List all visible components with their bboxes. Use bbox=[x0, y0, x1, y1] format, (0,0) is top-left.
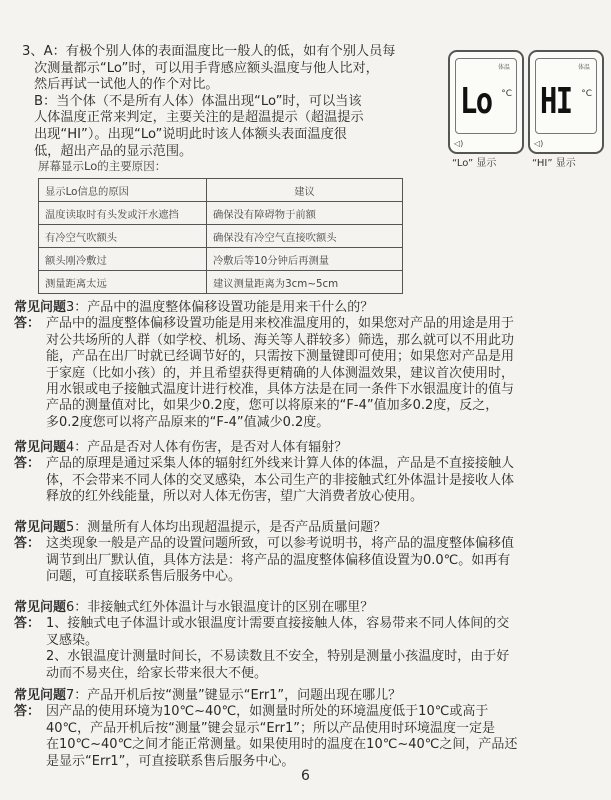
faq-question bbox=[14, 440, 604, 456]
table-cell: 确保没有冷空气直接吹额头 bbox=[207, 225, 403, 248]
table-row bbox=[39, 271, 403, 294]
mode-label: 体温 bbox=[497, 64, 510, 71]
page-number: 6 bbox=[301, 768, 310, 784]
faq-tag: 常见问题 bbox=[14, 600, 67, 615]
table-row bbox=[39, 248, 403, 271]
answer-text: 因产品的使用环境为10℃~40℃，如测量时所处的环境温度低于10℃或高于 bbox=[46, 704, 489, 720]
faq-answer-line: 释放的红外线能量，所以对人体无伤害，望广大消费者放心使用。 bbox=[46, 489, 424, 505]
faq-answer-line: 动而不易夹住，给家长带来很大不便。 bbox=[46, 665, 268, 681]
lo-reasons-table bbox=[38, 178, 403, 294]
answer-label: 答： bbox=[14, 616, 41, 632]
item-3-line: 次测量都示“Lo”时，可以用手背感应额头温度与他人比对， bbox=[34, 60, 379, 76]
speaker-icon: ◁) bbox=[454, 139, 464, 148]
faq-tag: 常见问题 bbox=[14, 300, 67, 315]
faq-answer-line bbox=[14, 616, 604, 632]
answer-text: 1、接触式电子体温计或水银温度计需要直接接触人体，容易带来不同人体间的交 bbox=[46, 616, 510, 632]
item-3-line: 出现“HI”）。出现“Lo”说明此时该人体额头表面温度很 bbox=[34, 126, 347, 142]
table-caption: 屏幕显示Lo的主要原因： bbox=[38, 159, 167, 173]
answer-label: 答： bbox=[14, 536, 41, 552]
lcd-screen bbox=[455, 58, 517, 134]
faq-question-text: 6：非接触式红外体温计与水银温度计的区别在哪里？ bbox=[66, 600, 374, 615]
faq-item-3 bbox=[14, 300, 604, 431]
answer-text: 产品的原理是通过采集人体的辐射红外线来计算人体的体温，产品是不直接接触人 bbox=[46, 456, 515, 472]
answer-text: 这类现象一般是产品的设置问题所致，可以参考说明书，将产品的温度整体偏移值 bbox=[46, 536, 515, 552]
table-cell: 测量距离太远 bbox=[39, 271, 207, 294]
faq-question-text: 3：产品中的温度整体偏移设置功能是用来干什么的？ bbox=[66, 300, 374, 315]
faq-item-6 bbox=[14, 600, 604, 682]
table-header-cell: 建议 bbox=[207, 179, 403, 202]
faq-answer-line bbox=[14, 704, 604, 720]
faq-question bbox=[14, 520, 604, 536]
lo-display-figure bbox=[448, 50, 524, 154]
table-cell: 确保没有障碍物于前额 bbox=[207, 202, 403, 225]
table-cell: 建议测量距离为3cm~5cm bbox=[207, 271, 403, 294]
faq-answer-line: 问题，可直接联系售后服务中心。 bbox=[46, 569, 242, 585]
item-3-line: 低，超出产品的显示范围。 bbox=[34, 143, 193, 159]
speaker-icon: ◁) bbox=[534, 139, 544, 148]
faq-answer-line bbox=[14, 456, 604, 472]
item-3-line: B：当个体（不是所有人体）体温出现“Lo”时，可以当该 bbox=[34, 93, 362, 109]
faq-question bbox=[14, 300, 604, 316]
table-row bbox=[39, 202, 403, 225]
table-cell: 温度读取时有头发或汗水遮挡 bbox=[39, 202, 207, 225]
table-cell: 有冷空气吹额头 bbox=[39, 225, 207, 248]
table-row bbox=[39, 225, 403, 248]
answer-label: 答： bbox=[14, 316, 41, 332]
lcd-readout: HI bbox=[540, 81, 572, 122]
faq-answer-line: 是显示“Err1”，可直接联系售后服务中心。 bbox=[46, 753, 295, 769]
item-3-line: 3、A：有极个别人体的表面温度比一般人的低，如有个别人员每 bbox=[22, 44, 396, 59]
item-3-line: 人体温度正常来判定，主要关注的是超温提示（超温提示 bbox=[34, 110, 364, 126]
faq-answer-line bbox=[14, 536, 604, 552]
faq-question bbox=[14, 688, 604, 704]
faq-answer-line: 对公共场所的人群（如学校、机场、海关等人群较多）筛选，那么就可以不用此功 bbox=[46, 332, 515, 348]
celsius-unit: °C bbox=[581, 89, 592, 99]
faq-item-4 bbox=[14, 440, 604, 506]
faq-question-text: 5：测量所有人体均出现超温提示，是否产品质量问题？ bbox=[66, 520, 387, 535]
answer-label: 答： bbox=[14, 456, 41, 472]
mode-label: 体温 bbox=[577, 64, 590, 71]
faq-tag: 常见问题 bbox=[14, 688, 67, 703]
faq-answer-line: 于家庭（比如小孩）的，并且希望获得更精确的人体测温效果，建议首次使用时， bbox=[46, 365, 515, 381]
faq-answer-line bbox=[14, 316, 604, 332]
table-header-cell: 显示Lo信息的原因 bbox=[39, 179, 207, 202]
faq-tag: 常见问题 bbox=[14, 520, 67, 535]
faq-question-text: 4：产品是否对人体有伤害，是否对人体有辐射？ bbox=[66, 440, 348, 455]
table-header-row bbox=[39, 179, 403, 202]
lo-display-caption: “Lo” 显示 bbox=[452, 158, 497, 169]
faq-answer-line: 2、水银温度计测量时间长，不易读数且不安全，特别是测量小孩温度时，由于好 bbox=[46, 649, 510, 665]
table-cell: 冷敷后等10分钟后再测量 bbox=[207, 248, 403, 271]
answer-text: 产品中的温度整体偏移设置功能是用来校准温度用的，如果您对产品的用途是用于 bbox=[46, 316, 515, 332]
faq-answer-line: 40℃，产品开机后按“测量”键会显示“Err1”；所以产品使用时环境温度一定是 bbox=[46, 720, 496, 736]
answer-label: 答： bbox=[14, 704, 41, 720]
lcd-screen bbox=[535, 58, 597, 134]
faq-answer-line: 能，产品在出厂时就已经调节好的，只需按下测量键即可使用；如果您对产品是用 bbox=[46, 349, 515, 365]
faq-answer-line: 体，不会带来不同人体的交叉感染，本公司生产的非接触式红外体温计是接收人体 bbox=[46, 472, 515, 488]
celsius-unit: °C bbox=[501, 89, 512, 99]
lcd-readout: Lo bbox=[460, 81, 492, 122]
hi-display-caption: “HI” 显示 bbox=[532, 158, 576, 169]
faq-answer-line: 在10℃~40℃之间才能正常测量。如果使用时的温度在10℃~40℃之间，产品还 bbox=[46, 737, 518, 753]
faq-question bbox=[14, 600, 604, 616]
faq-item-7 bbox=[14, 688, 604, 770]
item-3-paragraph bbox=[22, 44, 442, 160]
faq-answer-line: 用水银或电子接触式温度计进行校准，具体方法是在同一条件下水银温度计的值与 bbox=[46, 382, 515, 398]
item-3-line: 然后再试一试他人的作个对比。 bbox=[34, 77, 219, 93]
faq-tag: 常见问题 bbox=[14, 440, 67, 455]
table-cell: 额头刚冷敷过 bbox=[39, 248, 207, 271]
faq-question-text: 7：产品开机后按“测量”键显示“Err1”，问题出现在哪儿？ bbox=[66, 688, 402, 703]
faq-item-5 bbox=[14, 520, 604, 586]
faq-answer-line: 多0.2度您可以将产品原来的“F-4”值减少0.2度。 bbox=[46, 414, 330, 430]
faq-answer-line: 产品的测量值对比，如果少0.2度，您可以将原来的“F-4”值加多0.2度，反之， bbox=[46, 398, 499, 414]
hi-display-figure bbox=[528, 50, 604, 154]
faq-answer-line: 调节到出厂默认值，具体方法是：将产品的温度整体偏移值设置为0.0℃。如再有 bbox=[46, 552, 511, 568]
faq-answer-line: 叉感染。 bbox=[46, 632, 99, 648]
